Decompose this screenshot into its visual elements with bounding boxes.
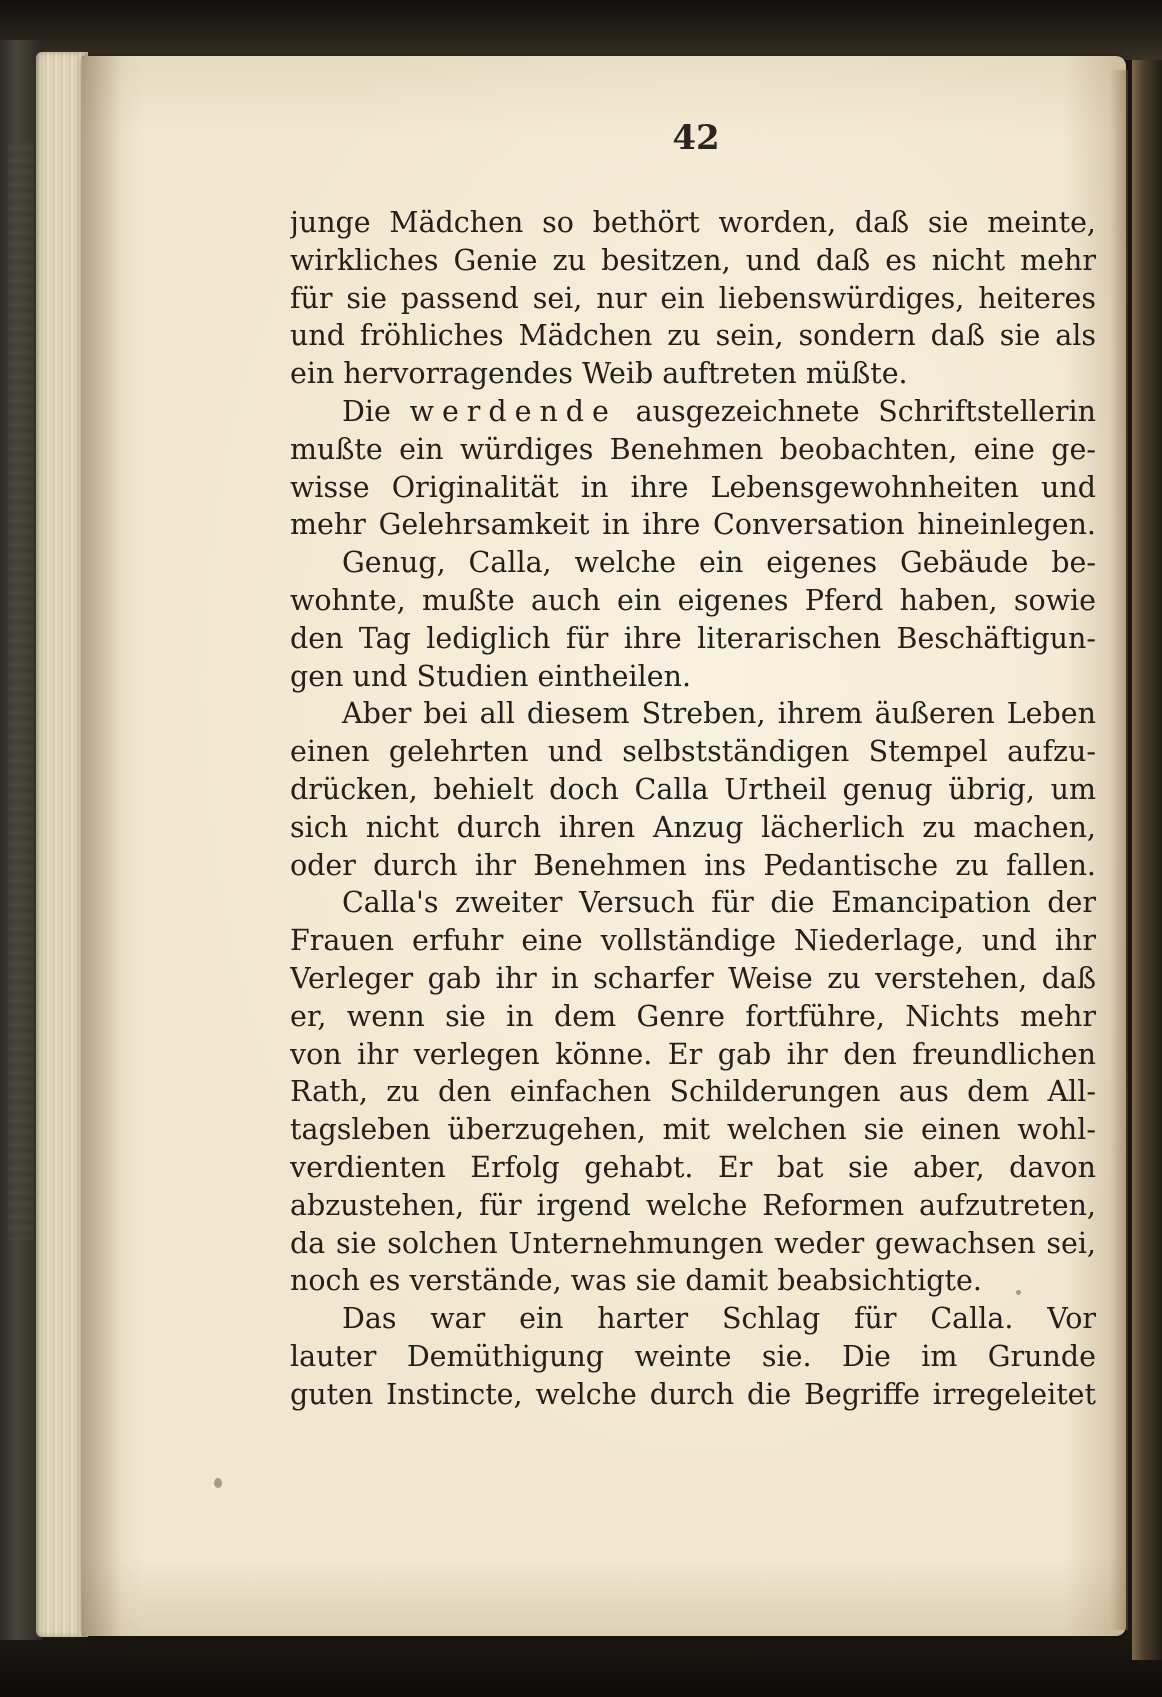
emphasized-word: werdende (409, 394, 617, 428)
page-edges (36, 52, 88, 1637)
text-line: Das war ein harter Schlag für Calla. Vor (342, 1302, 1096, 1336)
text-line: Calla's zweiter Versuch für die Emancipation der (342, 886, 1096, 920)
text-line: lauter Demüthigung weinte sie. Die im Grunde (290, 1339, 1096, 1373)
text-line: er, wenn sie in dem Genre fortführe, Nichts mehr (290, 999, 1096, 1033)
book-cover-right (1132, 60, 1162, 1660)
text-line: abzustehen, für irgend welche Reformen aufzutreten, (290, 1188, 1096, 1222)
text-line: wohnte, mußte auch ein eigenes Pferd haben, sowie (290, 583, 1096, 617)
text-line: oder durch ihr Benehmen ins Pedantische zu fallen. (290, 848, 1096, 882)
text-line: einen gelehrten und selbstständigen Stempel aufzu- (290, 735, 1096, 769)
background-bottom (0, 1627, 1162, 1697)
text-line: Genug, Calla, welche ein eigenes Gebäude be- (342, 546, 1096, 580)
page-text (290, 204, 1096, 1414)
text-line: mehr Gelehrsamkeit in ihre Conversation hineinlegen. (290, 508, 1096, 542)
text-line: verdienten Erfolg gehabt. Er bat sie aber, davon (290, 1150, 1096, 1184)
text-line: den Tag lediglich für ihre literarischen Beschäftigun- (290, 621, 1096, 655)
text-line: für sie passend sei, nur ein liebenswürdiges, heiteres (290, 281, 1096, 315)
text-line: Frauen erfuhr eine vollständige Niederlage, und ihr (290, 924, 1096, 958)
page-right-edge (1110, 70, 1128, 1630)
text-line: wisse Originalität in ihre Lebensgewohnheiten und (290, 470, 1096, 504)
text-line (290, 393, 1096, 431)
text-line: da sie solchen Unternehmungen weder gewachsen sei, (290, 1226, 1096, 1260)
text-line: sich nicht durch ihren Anzug lächerlich zu machen, (290, 810, 1096, 844)
text-line: und fröhliches Mädchen zu sein, sondern daß sie als (290, 319, 1096, 353)
text-line: junge Mädchen so bethört worden, daß sie meinte, (290, 206, 1096, 239)
text-line: tagsleben überzugehen, mit welchen sie einen wohl- (290, 1113, 1096, 1147)
text-line: gen und Studien eintheilen. (290, 659, 692, 693)
text-line: Aber bei all diesem Streben, ihrem äußeren Leben (342, 697, 1096, 731)
text-line: Rath, zu den einfachen Schilderungen aus dem All- (290, 1075, 1096, 1109)
text-line: ein hervorragendes Weib auftreten müßte. (290, 357, 908, 391)
text-word: Die (342, 394, 391, 428)
text-line: drücken, behielt doch Calla Urtheil genug übrig, um (290, 772, 1096, 806)
text-fragment: ausgezeichnete Schriftstellerin (635, 394, 1096, 428)
page-number: 42 (672, 118, 720, 158)
text-line: mußte ein würdiges Benehmen beobachten, eine ge- (290, 432, 1096, 466)
text-line: Verleger gab ihr in scharfer Weise zu verstehen, daß (290, 961, 1096, 995)
text-line: wirkliches Genie zu besitzen, und daß es nicht mehr (290, 243, 1096, 277)
background-top (0, 0, 1162, 60)
text-line: noch es verstände, was sie damit beabsichtigte. (290, 1264, 982, 1298)
text-line: von ihr verlegen könne. Er gab ihr den freundlichen (290, 1037, 1096, 1071)
page-spot (214, 1478, 222, 1488)
text-line: guten Instincte, welche durch die Begriffe irregeleitet (290, 1377, 1096, 1411)
